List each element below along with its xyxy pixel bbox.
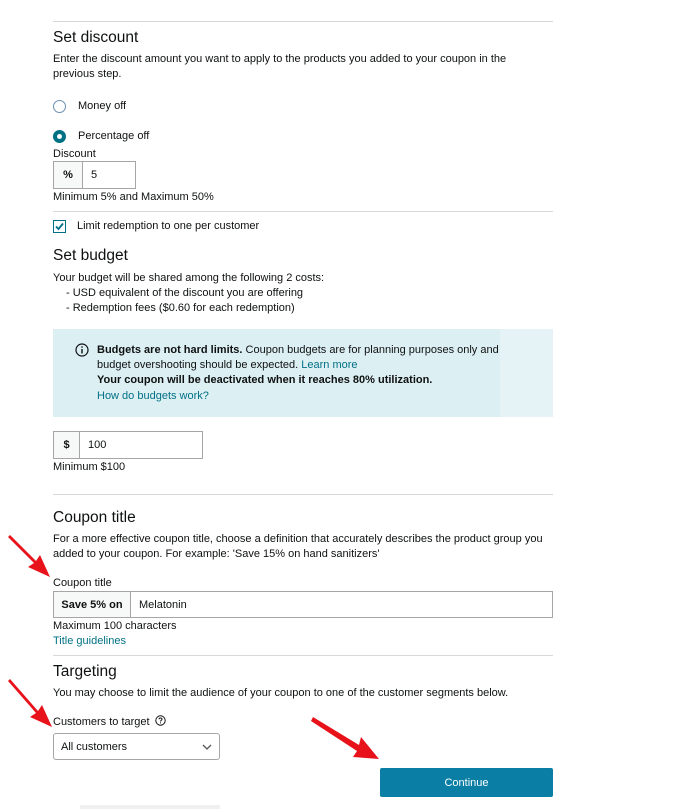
help-icon[interactable] — [155, 715, 166, 726]
discount-field-label: Discount — [53, 148, 96, 160]
annotation-arrow-customers — [6, 675, 56, 731]
targeting-heading: Targeting — [53, 663, 117, 680]
coupon-title-divider — [53, 655, 553, 656]
info-text-1: Coupon budgets are for planning purposes only and — [242, 344, 499, 356]
percentage-off-label[interactable]: Percentage off — [78, 130, 150, 142]
budget-info-box — [53, 329, 553, 417]
coupon-title-description-1: For a more effective coupon title, choose a definition that accurately describes the product group you — [53, 533, 543, 545]
customers-to-target-select[interactable] — [53, 733, 220, 760]
info-bold: Budgets are not hard limits. — [97, 344, 243, 356]
coupon-title-description-2: added to your coupon. For example: 'Save 15% on hand sanitizers' — [53, 548, 380, 560]
customers-to-target-value: All customers — [61, 741, 128, 753]
info-text-2: budget overshooting should be expected. — [97, 359, 299, 371]
chevron-down-icon — [202, 744, 212, 750]
customers-to-target-label — [53, 715, 166, 730]
info-icon — [75, 343, 89, 357]
annotation-arrow-continue — [311, 713, 381, 763]
customers-to-target-text: Customers to target — [53, 716, 150, 728]
coupon-title-field-label: Coupon title — [53, 577, 112, 589]
title-guidelines-link[interactable]: Title guidelines — [53, 635, 126, 647]
discount-input[interactable] — [53, 161, 136, 189]
percent-prefix: % — [54, 162, 83, 188]
budget-input[interactable] — [53, 431, 203, 459]
limit-redemption-checkbox[interactable] — [53, 220, 66, 233]
coupon-title-prefix: Save 5% on — [54, 592, 131, 617]
budget-cost-1: - USD equivalent of the discount you are offering — [66, 287, 304, 299]
coupon-title-input[interactable] — [53, 591, 553, 618]
targeting-description: You may choose to limit the audience of your coupon to one of the customer segments below. — [53, 687, 509, 699]
continue-button[interactable]: Continue — [380, 768, 553, 797]
info-warning: Your coupon will be deactivated when it reaches 80% utilization. — [97, 374, 433, 386]
coupon-title-value[interactable]: Melatonin — [139, 598, 187, 611]
money-off-radio[interactable] — [53, 100, 66, 113]
discount-description: Enter the discount amount you want to apply to the products you added to your coupon in the previous step. — [53, 53, 507, 80]
coupon-title-hint: Maximum 100 characters — [53, 620, 177, 632]
bottom-shadow — [80, 805, 220, 809]
learn-more-link[interactable]: Learn more — [301, 359, 358, 371]
budget-value[interactable]: 100 — [88, 439, 107, 451]
coupon-title-heading: Coupon title — [53, 509, 136, 526]
money-off-label[interactable]: Money off — [78, 100, 127, 112]
discount-divider — [53, 211, 553, 212]
discount-heading: Set discount — [53, 29, 139, 46]
limit-redemption-label[interactable]: Limit redemption to one per customer — [77, 220, 260, 232]
budget-hint: Minimum $100 — [53, 461, 126, 473]
dollar-prefix: $ — [54, 432, 80, 458]
budget-cost-2: - Redemption fees ($0.60 for each redemption) — [66, 302, 295, 314]
discount-hint: Minimum 5% and Maximum 50% — [53, 191, 214, 203]
how-budgets-work-link[interactable]: How do budgets work? — [97, 390, 209, 402]
budget-divider — [53, 494, 553, 495]
budget-heading: Set budget — [53, 247, 128, 264]
checkmark-icon — [54, 221, 65, 232]
annotation-arrow-coupon-title — [6, 531, 56, 581]
discount-value[interactable]: 5 — [91, 169, 98, 181]
top-divider — [53, 21, 553, 22]
budget-intro: Your budget will be shared among the following 2 costs: — [53, 272, 325, 284]
percentage-off-radio[interactable] — [53, 130, 66, 143]
